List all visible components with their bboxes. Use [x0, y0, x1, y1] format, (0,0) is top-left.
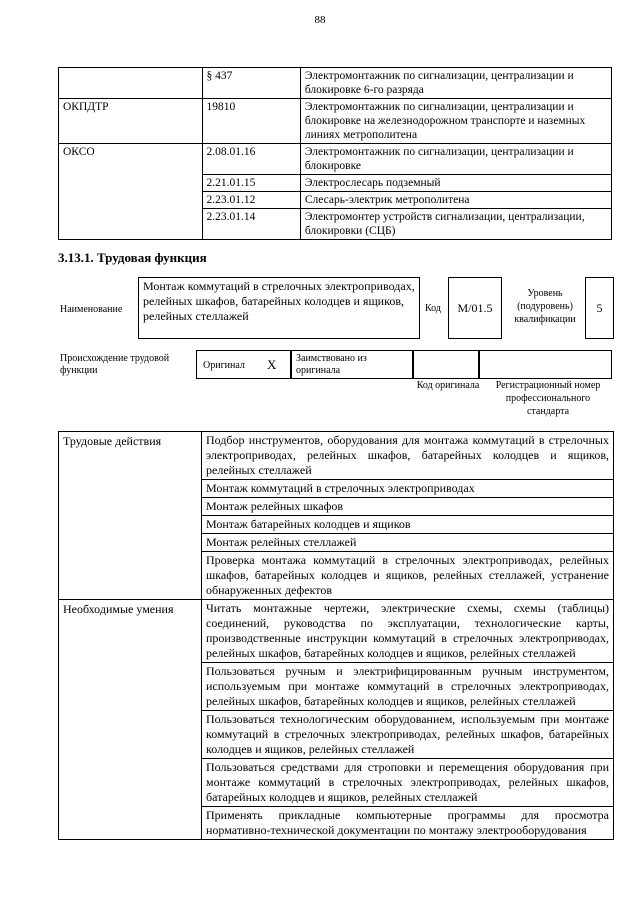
- labor-action-item: Проверка монтажа коммутаций в стрелочных электроприводах, релейных шкафов, батарейных колодцев и ящиков, релейных стеллажей, устранение обнаруженных дефектов: [202, 552, 614, 600]
- code-label: Код: [425, 303, 441, 314]
- labor-actions-label: Трудовые действия: [59, 432, 202, 600]
- name-cell: Электромонтер устройств сигнализации, централизации, блокировки (СЦБ): [300, 209, 611, 240]
- code-type-cell: [59, 68, 203, 99]
- name-cell: Электромонтажник по сигнализации, централизации и блокировке на железнодорожном транспорте и наземных линиях метрополитена: [300, 99, 611, 144]
- qualification-codes-table: [58, 67, 612, 240]
- name-label: Наименование: [60, 304, 123, 315]
- labor-action-item: Монтаж коммутаций в стрелочных электроприводах: [202, 480, 614, 498]
- original-mark: X: [267, 357, 277, 372]
- code-cell: 2.08.01.16: [202, 144, 300, 175]
- level-label: Уровень (подуровень) квалификации: [514, 288, 576, 325]
- code-type-cell: ОКСО: [59, 144, 203, 240]
- table-row: [59, 68, 612, 99]
- table-row: [59, 432, 614, 480]
- origin-row: [196, 350, 612, 379]
- code-cell: 2.21.01.15: [202, 175, 300, 192]
- skill-item: Читать монтажные чертежи, электрические схемы, схемы (таблицы) соединений, руководства по эксплуатации, технологические карты, производственные инструкции коммутаций в стрелочных электроприводах, релейных шкафов, батарейных колодцев и ящиков, релейных стеллажей: [202, 600, 614, 663]
- skills-label: Необходимые умения: [59, 600, 202, 840]
- skill-item: Пользоваться ручным и электрифицированным ручным инструментом, используемым при монтаже коммутаций в стрелочных электроприводах, релейных шкафов, батарейных колодцев и ящиков, релейных стеллажей: [202, 663, 614, 711]
- code-cell: § 437: [202, 68, 300, 99]
- reg-number-caption: Регистрационный номер профессионального стандарта: [495, 380, 601, 417]
- name-cell: Электромонтажник по сигнализации, централизации и блокировке 6-го разряда: [300, 68, 611, 99]
- original-label: Оригинал: [203, 360, 245, 371]
- labor-action-item: Монтаж релейных стеллажей: [202, 534, 614, 552]
- labor-action-item: Подбор инструментов, оборудования для монтажа коммутаций в стрелочных электроприводах, релейных шкафов, батарейных колодцев и ящиков, релейных стеллажей: [202, 432, 614, 480]
- section-title: 3.13.1. Трудовая функция: [58, 250, 207, 265]
- name-cell: Слесарь-электрик метрополитена: [300, 192, 611, 209]
- code-original-caption: Код оригинала: [416, 380, 480, 391]
- table-row: [59, 144, 612, 175]
- function-code-box: M/01.5: [448, 277, 502, 339]
- name-cell: Электрослесарь подземный: [300, 175, 611, 192]
- function-name-box: Монтаж коммутаций в стрелочных электроприводах, релейных шкафов, батарейных колодцев и ящиков, релейных стеллажей: [138, 277, 420, 339]
- table-row: [59, 99, 612, 144]
- origin-label: Происхождение трудовой функции: [60, 353, 170, 376]
- skill-item: Применять прикладные компьютерные программы для просмотра нормативно-технической документации по монтажу электрооборудования: [202, 807, 614, 840]
- code-type-cell: ОКПДТР: [59, 99, 203, 144]
- level-value-box: 5: [585, 277, 614, 339]
- original-cell: [196, 350, 291, 379]
- skill-item: Пользоваться технологическим оборудованием, используемым при монтаже коммутаций в стрелочных электроприводах, релейных шкафов, батарейных колодцев и ящиков, релейных стеллажей: [202, 711, 614, 759]
- original-code-cell: [413, 350, 479, 379]
- code-cell: 2.23.01.14: [202, 209, 300, 240]
- borrowed-cell: Заимствовано из оригинала: [291, 350, 413, 379]
- skill-item: Пользоваться средствами для строповки и перемещения оборудования при монтаже коммутаций в стрелочных электроприводах, релейных шкафов, батарейных колодцев и ящиков, релейных стеллажей: [202, 759, 614, 807]
- code-cell: 2.23.01.12: [202, 192, 300, 209]
- labor-action-item: Монтаж релейных шкафов: [202, 498, 614, 516]
- reg-number-cell: [479, 350, 612, 379]
- page-number: 88: [314, 14, 326, 26]
- name-cell: Электромонтажник по сигнализации, централизации и блокировке: [300, 144, 611, 175]
- code-cell: 19810: [202, 99, 300, 144]
- labor-function-table: [58, 431, 614, 840]
- table-row: [59, 600, 614, 663]
- labor-action-item: Монтаж батарейных колодцев и ящиков: [202, 516, 614, 534]
